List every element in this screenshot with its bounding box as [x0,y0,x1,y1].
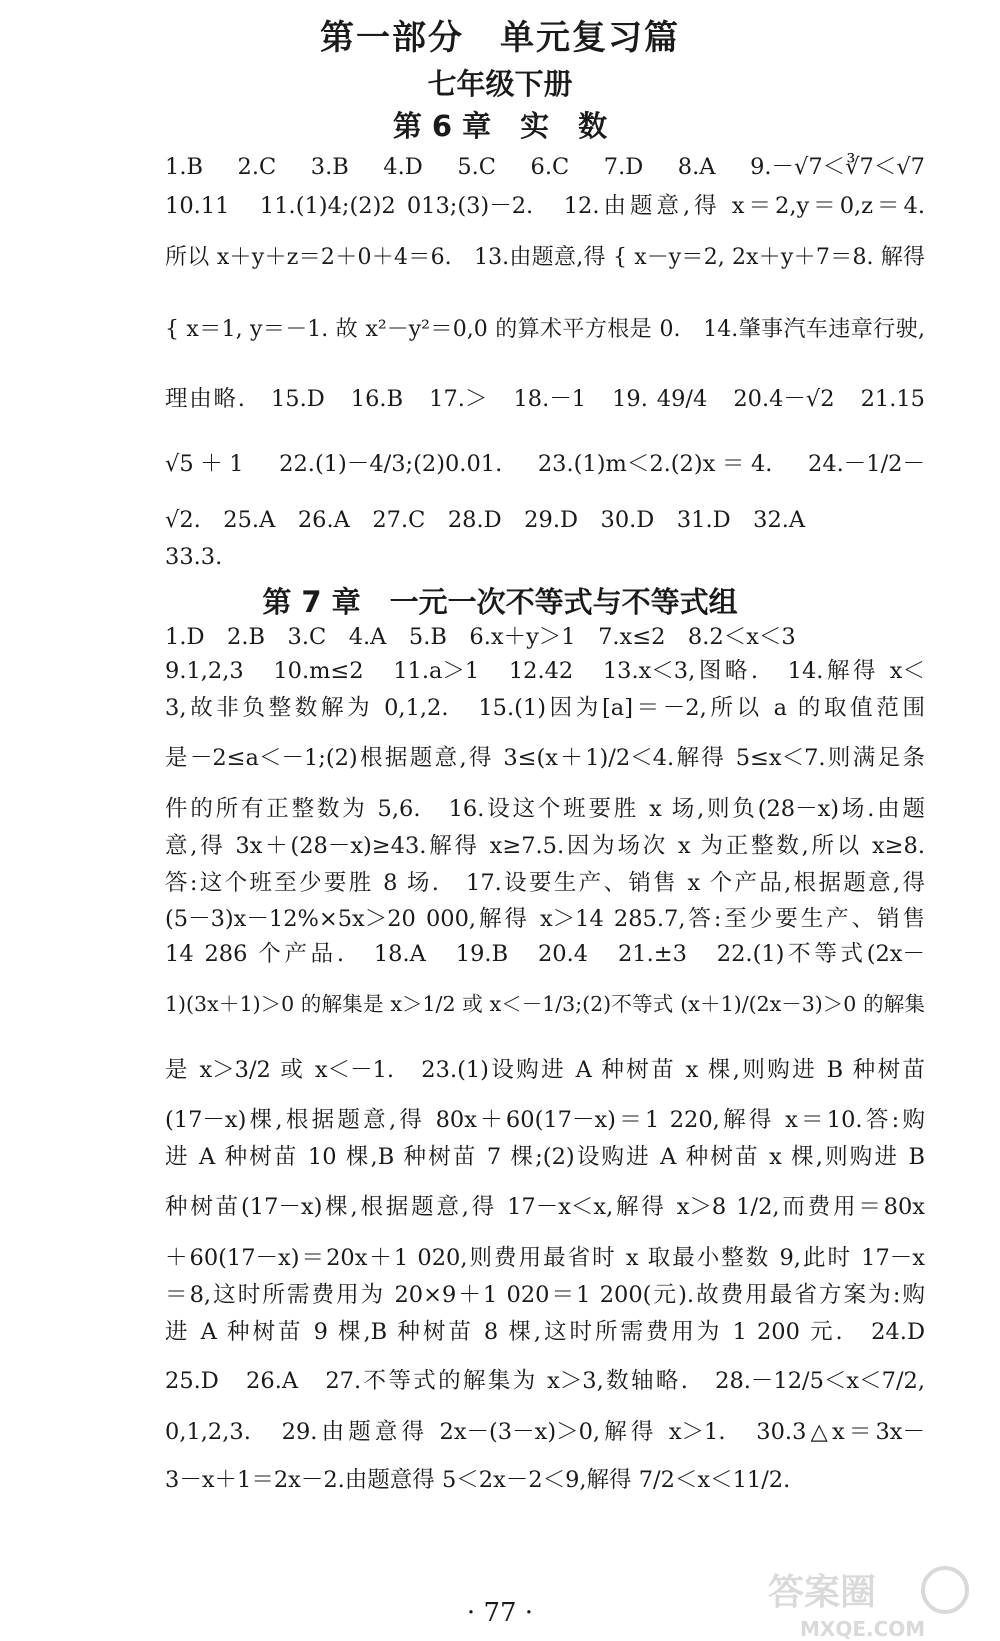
ch6-line: √2. 25.A 26.A 27.C 28.D 29.D 30.D 31.D 32.A [165,507,806,533]
ch7-line: 件的所有正整数为 5,6. 16.设这个班要胜 x 场,则负(28－x)场.由题 [165,796,925,822]
ch7-line: 种树苗(17－x)棵,根据题意,得 17－x＜x,解得 x＞8 1/2,而费用＝80x [165,1194,925,1220]
chapter6-title: 第 6 章 实 数 [392,109,608,143]
part-title: 第一部分 单元复习篇 [320,18,680,58]
chapter7-title: 第 7 章 一元一次不等式与不等式组 [262,585,738,619]
ch7-line: 是 x＞3/2 或 x＜－1. 23.(1)设购进 A 种树苗 x 棵,则购进 B 种树苗 [165,1057,925,1083]
ch6-line: 1.B 2.C 3.B 4.D 5.C 6.C 7.D 8.A 9.－√7＜∛7＜√7 [165,154,925,180]
watermark-url: MXQE.COM [800,1617,926,1640]
ch7-line: ＋60(17－x)＝20x＋1 020,则费用最省时 x 取最小整数 9,此时 17－x [165,1245,925,1271]
book-title: 七年级下册 [427,67,573,101]
ch6-line: √5＋1 22.(1)－4/3;(2)0.01. 23.(1)m＜2.(2)x＝4. 24.－1/2－ [165,451,925,477]
ch7-line: 1)(3x＋1)＞0 的解集是 x＞1/2 或 x＜－1/3;(2)不等式 (x＋1)/(2x－3)＞0 的解集 [165,992,925,1016]
ch7-line: 25.D 26.A 27.不等式的解集为 x＞3,数轴略. 28.－12/5＜x＜7/2, [165,1368,925,1394]
ch7-line: 1.D 2.B 3.C 4.A 5.B 6.x＋y＞1 7.x≤2 8.2＜x＜3 [165,624,796,650]
ch6-line: 理由略. 15.D 16.B 17.＞ 18.－1 19. 49/4 20.4－√2 21.15 [165,386,925,412]
ch7-line: 3－x＋1＝2x－2.由题意得 5＜2x－2＜9,解得 7/2＜x＜11/2. [165,1467,791,1493]
ch7-line: 3,故非负整数解为 0,1,2. 15.(1)因为[a]＝－2,所以 a 的取值范围 [165,695,925,721]
ch7-line: 进 A 种树苗 10 棵,B 种树苗 7 棵;(2)设购进 A 种树苗 x 棵,则购进 B [165,1144,925,1170]
ch7-line: 是－2≤a＜－1;(2)根据题意,得 3≤(x＋1)/2＜4.解得 5≤x＜7.则满足条 [165,745,925,771]
ch7-line: 答:这个班至少要胜 8 场. 17.设要生产、销售 x 个产品,根据题意,得 [165,870,925,896]
ch7-line: 14 286 个产品. 18.A 19.B 20.4 21.±3 22.(1)不等式(2x－ [165,941,925,967]
ch6-line: { x＝1, y＝－1. 故 x²－y²＝0,0 的算术平方根是 0. 14.肇事汽车违章行驶, [165,317,925,342]
ch7-line: ＝8,这时所需费用为 20×9＋1 020＝1 200(元).故费用最省方案为:购 [165,1282,925,1308]
ch7-line: (17－x)棵,根据题意,得 80x＋60(17－x)＝1 220,解得 x＝10.答:购 [165,1107,925,1133]
ch7-line: 意,得 3x＋(28－x)≥43.解得 x≥7.5.因为场次 x 为正整数,所以 x≥8. [165,833,925,859]
watermark-logo [760,1560,970,1640]
ch7-line: 0,1,2,3. 29.由题意得 2x－(3－x)＞0,解得 x＞1. 30.3△x＝3x－ [165,1419,925,1445]
ch6-line: 10.11 11.(1)4;(2)2 013;(3)－2. 12.由题意,得 x＝2,y＝0,z＝4. [165,193,925,219]
page-number: · 77 · [466,1598,534,1628]
ch7-line: (5－3)x－12%×5x＞20 000,解得 x＞14 285.7,答:至少要生产、销售 [165,906,925,932]
watermark-text: 答案圈 [768,1572,877,1613]
ch7-line: 进 A 种树苗 9 棵,B 种树苗 8 棵,这时所需费用为 1 200 元. 24.D [165,1319,925,1345]
ch6-line: 33.3. [165,544,223,570]
ch6-line: 所以 x＋y＋z＝2＋0＋4＝6. 13.由题意,得 { x－y＝2, 2x＋y＋7＝8. 解得 [165,245,925,270]
ch7-line: 9.1,2,3 10.m≤2 11.a＞1 12.42 13.x＜3,图略. 14.解得 x＜ [165,658,925,684]
